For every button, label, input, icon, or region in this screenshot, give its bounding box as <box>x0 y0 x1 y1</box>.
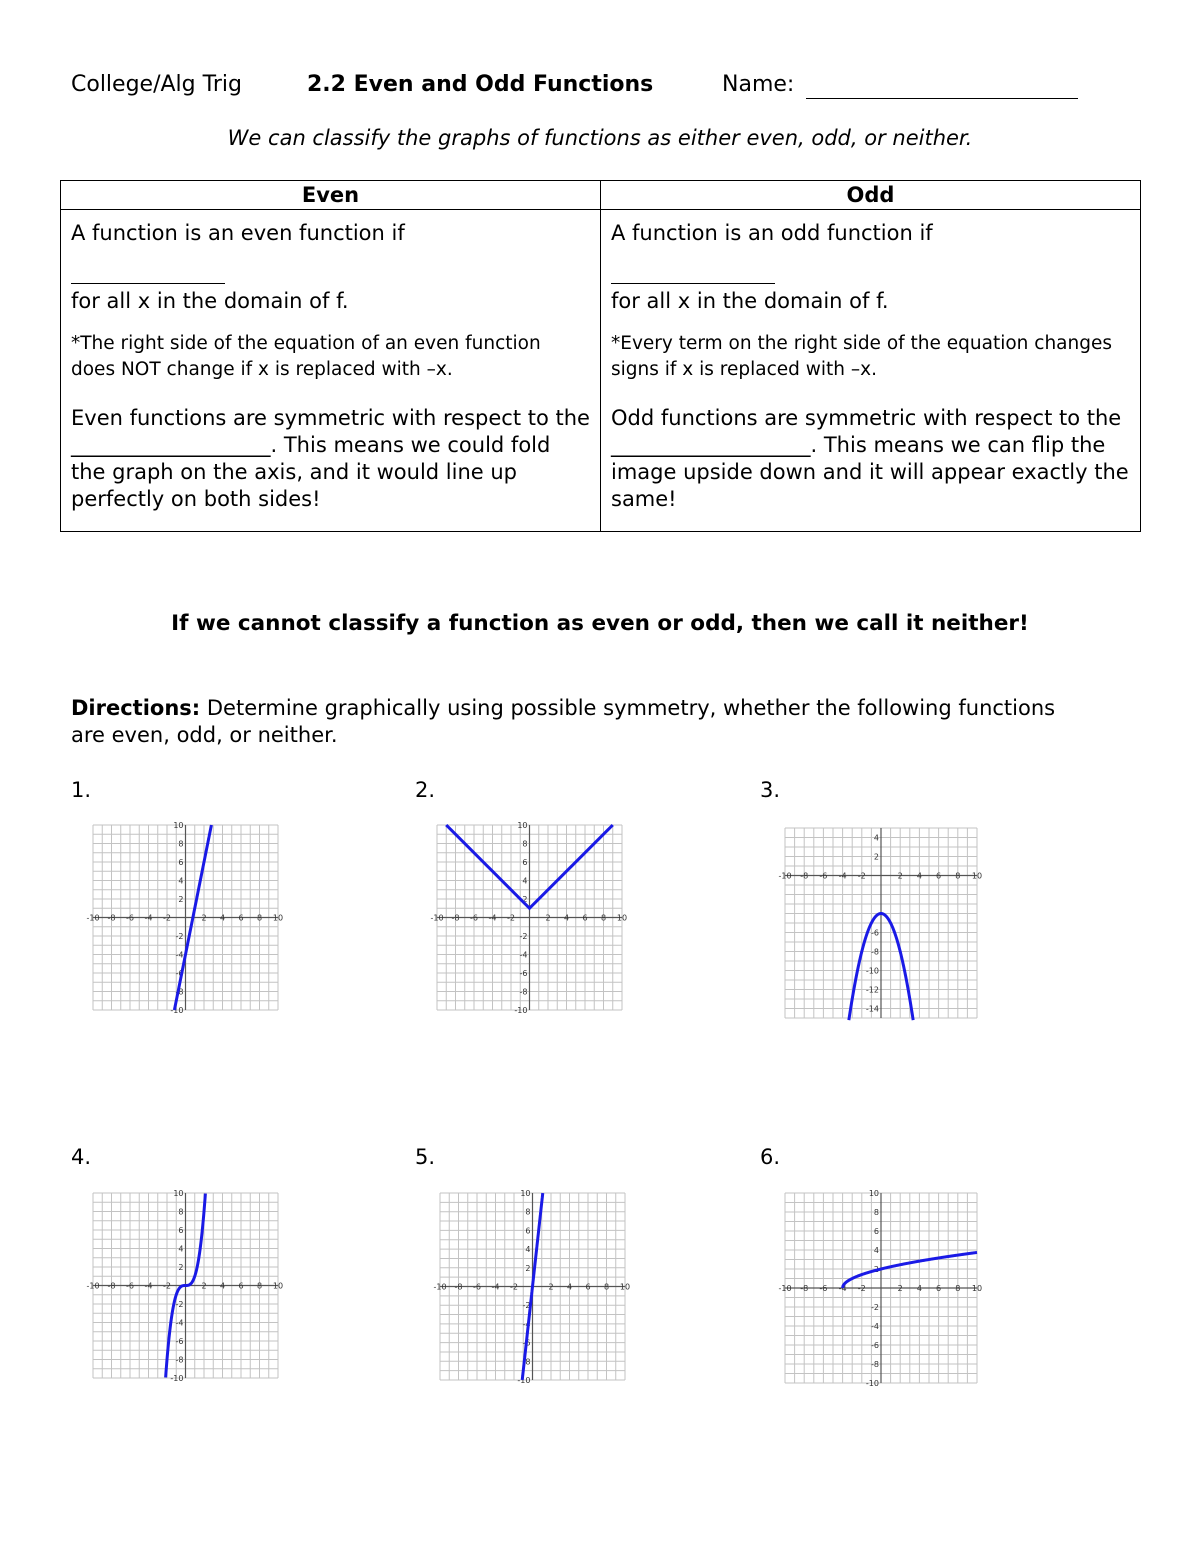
y-tick-label: -8 <box>519 987 528 997</box>
y-tick-label: -10 <box>514 1006 528 1015</box>
directions-label: Directions: <box>71 696 201 720</box>
directions <box>71 695 1091 749</box>
x-tick-label: 10 <box>619 1282 631 1292</box>
even-symmetry-pre: Even functions are symmetric with respect to the <box>71 406 590 430</box>
even-heading: Even <box>61 181 601 210</box>
x-tick-label: 4 <box>916 871 922 881</box>
x-tick-label: 10 <box>616 913 628 923</box>
x-tick-label: 6 <box>238 1281 244 1291</box>
x-tick-label: -6 <box>819 1284 828 1293</box>
x-tick-label: 10 <box>272 913 284 923</box>
odd-domain: for all x in the domain of f. <box>611 289 889 313</box>
x-tick-label: 8 <box>256 1281 263 1291</box>
x-tick-label: -6 <box>819 871 828 881</box>
y-tick-label: -6 <box>519 969 528 978</box>
x-tick-label: 2 <box>548 1282 554 1292</box>
x-tick-label: -4 <box>144 913 153 923</box>
x-tick-label: -4 <box>491 1282 500 1292</box>
odd-definition-blank[interactable] <box>611 261 775 284</box>
worksheet-title: 2.2 Even and Odd Functions <box>307 72 654 97</box>
x-tick-label: -2 <box>510 1282 518 1292</box>
odd-note: *Every term on the right side of the equation changes signs if x is replaced with –x. <box>611 333 1112 380</box>
x-tick-label: -4 <box>488 913 497 923</box>
x-tick-label: -10 <box>433 1282 447 1292</box>
x-tick-label: 2 <box>201 913 207 923</box>
x-tick-label: 6 <box>936 1284 942 1293</box>
y-tick-label: -8 <box>175 987 184 997</box>
even-domain: for all x in the domain of f. <box>71 289 349 313</box>
x-tick-label: -2 <box>163 913 171 923</box>
y-tick-label: -4 <box>519 950 528 960</box>
y-tick-label: -10 <box>170 1374 184 1383</box>
problem-1-number: 1. <box>71 778 92 802</box>
x-tick-label: -8 <box>454 1282 463 1292</box>
x-tick-label: 8 <box>603 1282 610 1292</box>
even-note: *The right side of the equation of an even function does NOT change if x is replaced with –x. <box>71 333 541 380</box>
x-tick-label: -10 <box>778 1284 792 1293</box>
problem-4-number: 4. <box>71 1145 92 1169</box>
graph-4 <box>86 1189 284 1383</box>
x-tick-label: 8 <box>955 871 961 881</box>
x-tick-label: 4 <box>563 913 570 923</box>
y-tick-label: 2 <box>178 1263 184 1272</box>
x-tick-label: -6 <box>470 913 478 923</box>
x-tick-label: -2 <box>857 1284 866 1293</box>
odd-symmetry-post: . This means we can flip the image upside down and it will appear exactly the same! <box>611 433 1129 511</box>
y-tick-label: -8 <box>175 1355 184 1365</box>
y-tick-label: 2 <box>873 852 879 862</box>
y-tick-label: 2 <box>178 895 184 904</box>
x-tick-label: 6 <box>585 1282 591 1292</box>
x-tick-label: -6 <box>126 1281 134 1291</box>
directions-text: Determine graphically using possible symmetry, whether the following functions are even, odd, or neither. <box>71 696 1056 747</box>
x-tick-label: -4 <box>838 1284 847 1293</box>
x-tick-label: 4 <box>566 1282 573 1292</box>
y-tick-label: 2 <box>525 1263 531 1273</box>
y-tick-label: -2 <box>871 1303 879 1312</box>
x-tick-label: 10 <box>272 1281 284 1291</box>
x-tick-label: 6 <box>238 913 244 923</box>
odd-symmetry <box>611 405 1130 513</box>
x-tick-label: 10 <box>971 1284 983 1293</box>
y-tick-label: -8 <box>871 947 879 957</box>
even-definition-blank[interactable] <box>71 261 225 284</box>
even-symmetry-post: . This means we could fold the graph on the axis, and it would line up perfectly on both sides! <box>71 433 551 511</box>
even-odd-table <box>60 180 1141 532</box>
y-tick-label: -6 <box>175 1337 184 1346</box>
y-tick-label: 10 <box>173 821 184 830</box>
y-tick-label: -2 <box>175 1300 184 1309</box>
y-tick-label: 8 <box>178 839 184 849</box>
y-tick-label: -2 <box>519 932 528 941</box>
y-tick-label: -4 <box>175 950 184 960</box>
x-tick-label: -8 <box>451 913 460 923</box>
y-tick-label: -4 <box>175 1318 184 1328</box>
x-tick-label: -2 <box>507 913 515 923</box>
even-symmetry <box>71 405 590 513</box>
x-tick-label: -10 <box>778 871 792 881</box>
y-tick-label: -12 <box>865 985 879 995</box>
graph-1 <box>86 821 284 1015</box>
y-tick-label: -10 <box>517 1376 531 1385</box>
y-tick-label: 6 <box>873 1227 879 1236</box>
y-tick-label: -10 <box>865 1379 879 1388</box>
y-tick-label: -2 <box>522 1301 531 1311</box>
odd-definition: A function is an odd function if <box>611 221 933 245</box>
problem-2-number: 2. <box>415 778 436 802</box>
course-label: College/Alg Trig <box>71 72 242 97</box>
x-tick-label: 2 <box>201 1281 207 1291</box>
odd-heading: Odd <box>601 181 1141 210</box>
y-tick-label: 4 <box>873 1246 879 1255</box>
y-tick-label: -10 <box>865 966 879 976</box>
y-tick-label: -6 <box>175 969 184 978</box>
x-tick-label: 4 <box>219 1281 226 1291</box>
odd-cell <box>601 210 1141 532</box>
even-cell <box>61 210 601 532</box>
graph-6 <box>778 1189 983 1388</box>
intro-text: We can classify the graphs of functions as either even, odd, or neither. <box>227 126 973 150</box>
problem-3-number: 3. <box>760 778 781 802</box>
y-tick-label: 10 <box>520 1189 531 1198</box>
x-tick-label: -2 <box>163 1281 171 1291</box>
y-tick-label: 8 <box>522 839 528 849</box>
x-tick-label: 4 <box>219 913 226 923</box>
y-tick-label: 8 <box>525 1207 531 1217</box>
x-tick-label: -4 <box>144 1281 153 1291</box>
x-tick-label: -10 <box>86 913 100 923</box>
name-label: Name: <box>722 72 795 97</box>
y-tick-label: 4 <box>522 876 528 886</box>
x-tick-label: -2 <box>857 871 866 881</box>
y-tick-label: 10 <box>517 821 528 830</box>
y-tick-label: 8 <box>873 1208 879 1217</box>
x-tick-label: -8 <box>800 1284 809 1293</box>
y-tick-label: -6 <box>522 1338 531 1348</box>
x-tick-label: 6 <box>582 913 588 923</box>
y-tick-label: 4 <box>873 833 879 843</box>
neither-statement: If we cannot classify a function as even or odd, then we call it neither! <box>171 611 1029 636</box>
x-tick-label: 2 <box>545 913 551 923</box>
y-tick-label: 4 <box>525 1245 531 1255</box>
x-tick-label: -10 <box>86 1281 100 1291</box>
x-tick-label: -8 <box>107 913 116 923</box>
y-tick-label: 4 <box>178 1244 184 1254</box>
odd-symmetry-pre: Odd functions are symmetric with respect to the <box>611 406 1122 430</box>
x-tick-label: 8 <box>256 913 263 923</box>
y-tick-label: 2 <box>522 895 528 904</box>
y-tick-label: -14 <box>865 1004 879 1014</box>
odd-symmetry-blank[interactable]: ___________________ <box>611 433 811 457</box>
name-field[interactable] <box>806 98 1078 99</box>
y-tick-label: -6 <box>871 928 879 938</box>
y-tick-label: 2 <box>873 1265 879 1274</box>
problem-6-number: 6. <box>760 1145 781 1169</box>
x-tick-label: -4 <box>838 871 847 881</box>
y-tick-label: 4 <box>178 876 184 886</box>
y-tick-label: -6 <box>871 1341 879 1350</box>
graph-2 <box>430 821 628 1015</box>
x-tick-label: 8 <box>600 913 607 923</box>
x-tick-label: -10 <box>430 913 444 923</box>
graph-3 <box>778 828 983 1018</box>
y-tick-label: -4 <box>522 1319 531 1329</box>
y-tick-label: 10 <box>173 1189 184 1198</box>
x-tick-label: 2 <box>897 1284 903 1293</box>
x-tick-label: 10 <box>971 871 983 881</box>
x-tick-label: -6 <box>126 913 134 923</box>
y-tick-label: 6 <box>178 1226 184 1235</box>
even-definition: A function is an even function if <box>71 221 405 245</box>
y-tick-label: -10 <box>170 1006 184 1015</box>
graph-5 <box>433 1189 631 1385</box>
x-tick-label: 2 <box>897 871 903 881</box>
y-tick-label: -8 <box>871 1360 879 1369</box>
y-tick-label: 8 <box>178 1207 184 1217</box>
y-tick-label: 6 <box>178 858 184 867</box>
x-tick-label: 6 <box>936 871 942 881</box>
x-tick-label: -6 <box>473 1282 481 1292</box>
x-tick-label: -8 <box>800 871 809 881</box>
x-tick-label: -8 <box>107 1281 116 1291</box>
even-symmetry-blank[interactable]: ___________________ <box>71 433 271 457</box>
y-tick-label: 10 <box>868 1189 879 1198</box>
y-tick-label: -2 <box>175 932 184 941</box>
y-tick-label: -4 <box>871 1322 879 1331</box>
problem-5-number: 5. <box>415 1145 436 1169</box>
x-tick-label: 4 <box>916 1284 922 1293</box>
y-tick-label: 6 <box>522 858 528 867</box>
y-tick-label: 6 <box>525 1226 531 1236</box>
x-tick-label: 8 <box>955 1284 961 1293</box>
y-tick-label: -8 <box>522 1357 531 1367</box>
